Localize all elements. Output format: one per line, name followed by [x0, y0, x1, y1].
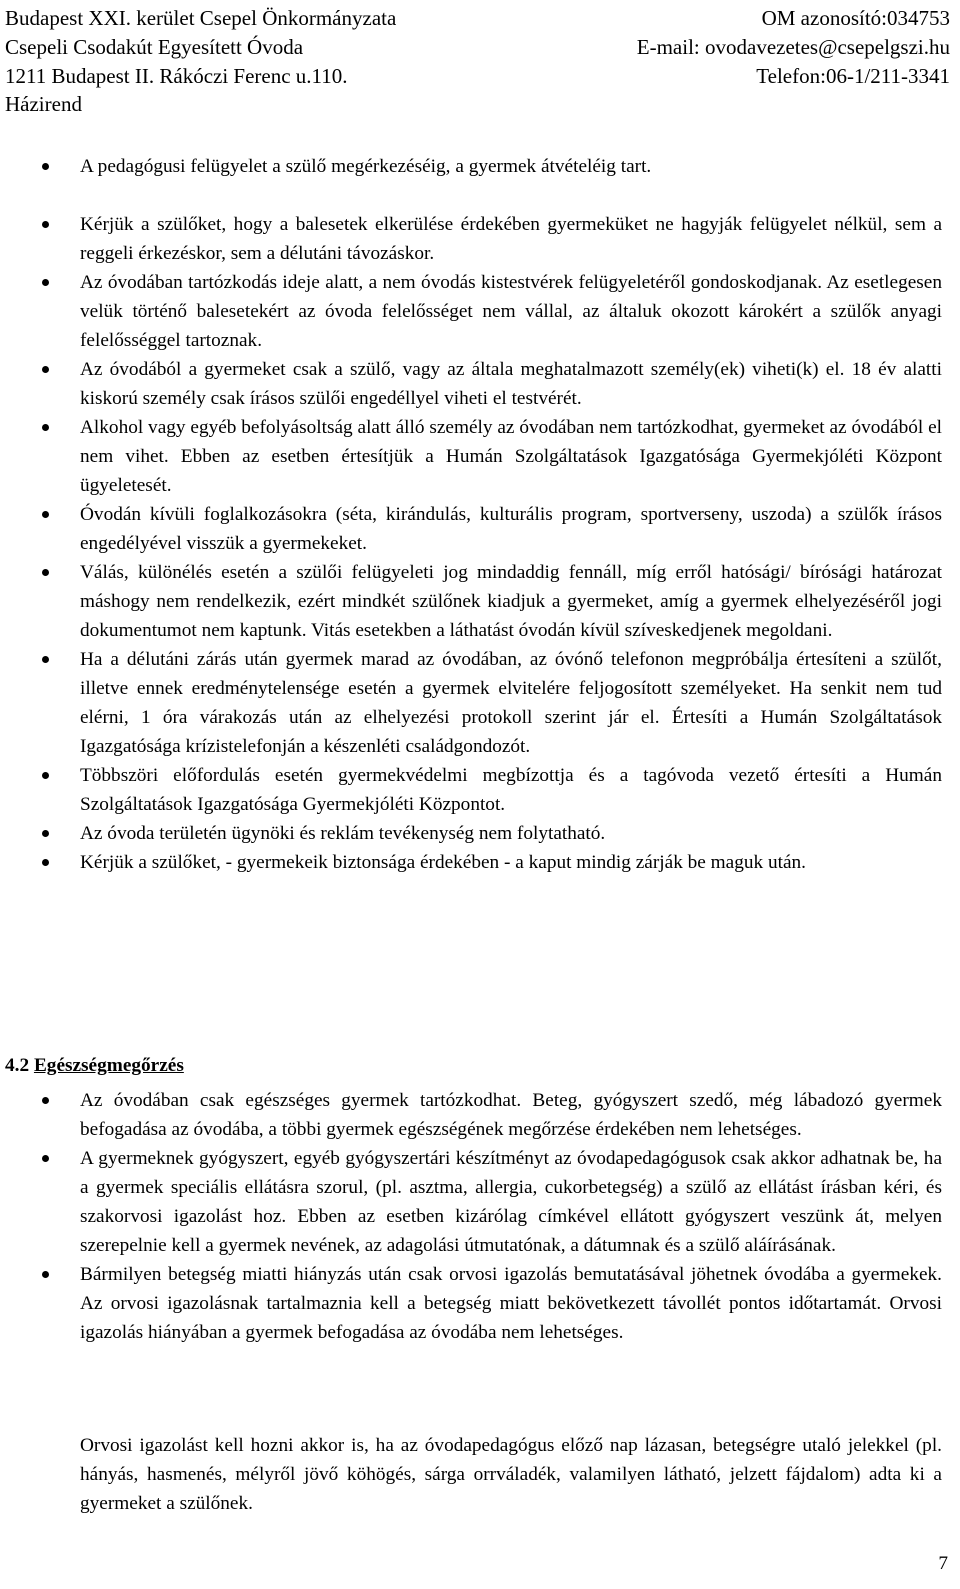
- list-item-text: Az óvodából a gyermeket csak a szülő, vagy az általa meghatalmazott személy(ek) viheti(k) el. 18 év alatti kiskorú személy csak írásos szülői engedéllyel viheti el testvérét.: [80, 359, 942, 409]
- list-item: [0, 761, 960, 819]
- page-number: 7: [938, 1553, 948, 1574]
- list-item: [0, 819, 960, 848]
- section-title: Egészségmegőrzés: [33, 1055, 184, 1076]
- bullet-icon: [42, 424, 49, 431]
- om-identifier: OM azonosító:034753: [761, 6, 950, 30]
- list-item-text: Bármilyen betegség miatti hiányzás után csak orvosi igazolás bemutatásával jöhetnek óvodába a gyermekek. Az orvosi igazolásnak tartalmaznia kell a betegség miatt bekövetkezett távollét pontos időtartamát. Orvosi igazolás hiányában a gyermek befogadása az óvodába nem lehetséges.: [80, 1264, 942, 1343]
- bullet-icon: [42, 772, 49, 779]
- list-item-text: Az óvodában tartózkodás ideje alatt, a nem óvodás kistestvérek felügyeletéről gondoskodjanak. Az esetlegesen velük történő balesetekért az óvoda felelősséget nem vállal, az általuk okozott károkért a szülők anyagi felelősséggel tartoznak.: [80, 272, 942, 351]
- phone-number: Telefon:06-1/211-3341: [756, 64, 950, 88]
- list-item-text: Ha a délutáni zárás után gyermek marad az óvodában, az óvónő telefonon megpróbálja értesíteni a szülőt, illetve ennek eredménytelensége esetén a gyermek elvitelére feljogosított személyeket. Ha senkit nem tud elérni, 1 óra várakozás után az elhelyezési protokoll szerint jár el. Értesíti a Humán Szolgáltatások Igazgatósága krízistelefonján a készenléti családgondozót.: [80, 649, 942, 757]
- list-item: [0, 210, 960, 268]
- list-item-text: A pedagógusi felügyelet a szülő megérkezéséig, a gyermek átvételéig tart.: [80, 156, 652, 177]
- bullet-icon: [42, 1155, 49, 1162]
- health-bullet-list: [0, 1086, 960, 1347]
- list-item-text: Válás, különélés esetén a szülői felügyeleti jog mindaddig fennáll, míg erről hatósági/ bírósági határozat máshogy nem rendelkezik, ezért mindkét szülőnek kiadjuk a gyermeket, amíg a gyermek elhelyezéséről jogi dokumentumot nem kaptunk. Vitás esetekben a láthatást óvodán kívül szíveskedjenek megoldani.: [80, 562, 942, 641]
- bullet-icon: [42, 163, 49, 170]
- bullet-icon: [42, 859, 49, 866]
- document-title: Házirend: [5, 92, 82, 116]
- municipality-name: Budapest XXI. kerület Csepel Önkormányzata: [5, 6, 397, 30]
- list-item-text: Az óvoda területén ügynöki és reklám tevékenység nem folytatható.: [80, 823, 606, 844]
- list-item: [0, 1086, 960, 1144]
- list-item-text: Kérjük a szülőket, hogy a balesetek elkerülése érdekében gyermeküket ne hagyják felügyelet nélkül, sem a reggeli érkezéskor, sem a délutáni távozáskor.: [80, 214, 942, 264]
- bullet-icon: [42, 221, 49, 228]
- list-item-text: A gyermeknek gyógyszert, egyéb gyógyszertári készítményt az óvodapedagógusok csak akkor adhatnak be, ha a gyermek speciális ellátásra szorul, (pl. asztma, allergia, cukorbetegség) a szülő az ellátást írásban kéri, és szakorvosi igazolást hoz. Ebben az esetben kizárólag címkével ellátott gyógyszert veszünk át, melyen szerepelnie kell a gyermek nevének, az adagolási útmutatónak, a dátumnak és a szülő aláírásának.: [80, 1148, 942, 1256]
- bullet-icon: [42, 656, 49, 663]
- list-item-text: Többszöri előfordulás esetén gyermekvédelmi megbízottja és a tagóvoda vezető értesíti a Humán Szolgáltatások Igazgatósága Gyermekjóléti Központot.: [80, 765, 942, 815]
- rules-bullet-list: [0, 152, 960, 877]
- list-item: [0, 413, 960, 500]
- section-heading: [5, 1051, 184, 1080]
- list-item: [0, 645, 960, 761]
- list-item: [0, 268, 960, 355]
- list-item: [0, 558, 960, 645]
- list-item: [0, 500, 960, 558]
- list-item: [0, 848, 960, 877]
- list-item: [0, 1144, 960, 1260]
- list-item: [0, 152, 960, 181]
- bullet-icon: [42, 1271, 49, 1278]
- email-address: E-mail: ovodavezetes@csepelgszi.hu: [636, 35, 950, 59]
- list-item: [0, 1260, 960, 1347]
- bullet-icon: [42, 511, 49, 518]
- bullet-icon: [42, 279, 49, 286]
- postal-address: 1211 Budapest II. Rákóczi Ferenc u.110.: [5, 64, 348, 88]
- kindergarten-name: Csepeli Csodakút Egyesített Óvoda: [5, 35, 304, 59]
- trailing-paragraph: Orvosi igazolást kell hozni akkor is, ha az óvodapedagógus előző nap lázasan, betegségre utaló jelekkel (pl. hányás, hasmenés, mélyről jövő köhögés, sárga orrváladék, valamilyen látható, jelzett fájdalom) adta ki a gyermeket a szülőnek.: [80, 1435, 942, 1514]
- list-item-text: Alkohol vagy egyéb befolyásoltság alatt álló személy az óvodában nem tartózkodhat, gyermeket az óvodából el nem vihet. Ebben az esetben értesítjük a Humán Szolgáltatások Igazgatósága Gyermekjóléti Központ ügyeletesét.: [80, 417, 942, 496]
- bullet-icon: [42, 830, 49, 837]
- list-item-text: Óvodán kívüli foglalkozásokra (séta, kirándulás, kulturális program, sportverseny, uszoda) a szülők írásos engedélyével visszük a gyermekeket.: [80, 504, 942, 554]
- list-item-text: Az óvodában csak egészséges gyermek tartózkodhat. Beteg, gyógyszert szedő, még lábadozó gyermek befogadása az óvodába, a többi gyermek egészségének megőrzése érdekében nem lehetséges.: [80, 1090, 942, 1140]
- list-item: [0, 355, 960, 413]
- section-number: 4.2: [5, 1055, 30, 1076]
- bullet-icon: [42, 1097, 49, 1104]
- list-item-text: Kérjük a szülőket, - gyermekeik biztonsága érdekében - a kaput mindig zárják be maguk után.: [80, 852, 806, 873]
- bullet-icon: [42, 569, 49, 576]
- bullet-icon: [42, 366, 49, 373]
